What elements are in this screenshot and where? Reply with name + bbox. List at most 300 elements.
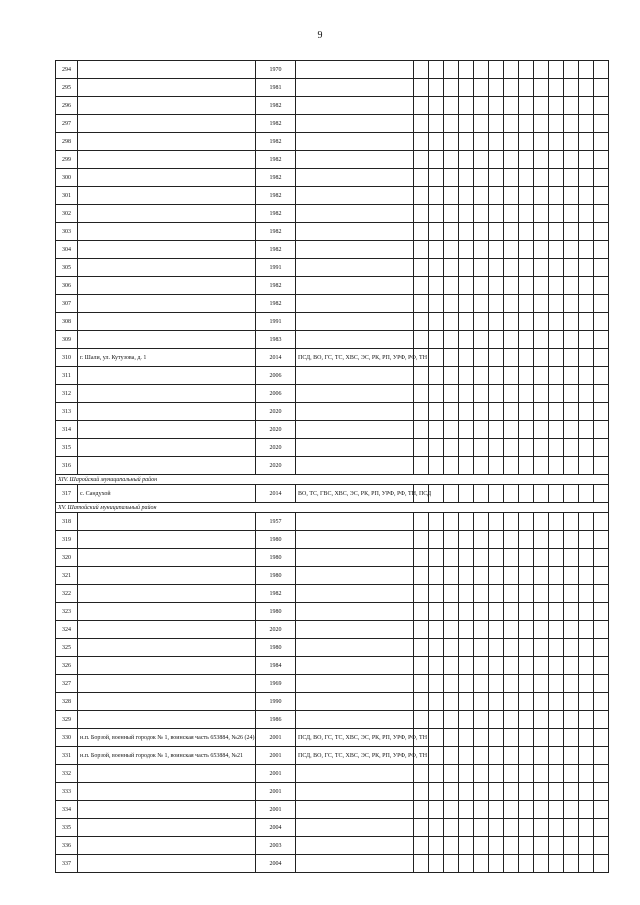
mark-cell (519, 385, 534, 403)
mark-cell (489, 259, 504, 277)
mark-cell (414, 187, 429, 205)
mark-cell (504, 567, 519, 585)
row-number: 324 (56, 621, 78, 639)
mark-cell (474, 657, 489, 675)
year-cell: 1983 (256, 331, 296, 349)
mark-cell (429, 295, 444, 313)
address-cell (78, 457, 256, 475)
address-cell (78, 513, 256, 531)
mark-cell (564, 205, 579, 223)
mark-cell (564, 603, 579, 621)
mark-cell (444, 513, 459, 531)
mark-cell (594, 331, 609, 349)
mark-cell (549, 531, 564, 549)
mark-cell (549, 403, 564, 421)
mark-cell (459, 313, 474, 331)
mark-cell (414, 801, 429, 819)
mark-cell (474, 729, 489, 747)
works-cell (296, 79, 414, 97)
mark-cell (594, 837, 609, 855)
mark-cell (594, 621, 609, 639)
year-cell: 1982 (256, 277, 296, 295)
mark-cell (429, 765, 444, 783)
mark-cell (579, 621, 594, 639)
works-cell: ПСД, ВО, ГС, ТС, ХВС, ЭС, РК, РП, УРФ, РФ, ТН (296, 729, 414, 747)
address-cell (78, 783, 256, 801)
address-cell (78, 277, 256, 295)
address-cell (78, 585, 256, 603)
address-cell (78, 331, 256, 349)
mark-cell (594, 729, 609, 747)
mark-cell (579, 693, 594, 711)
mark-cell (504, 513, 519, 531)
mark-cell (444, 531, 459, 549)
mark-cell (444, 295, 459, 313)
mark-cell (414, 169, 429, 187)
mark-cell (519, 169, 534, 187)
mark-cell (504, 585, 519, 603)
mark-cell (504, 421, 519, 439)
mark-cell (579, 567, 594, 585)
year-cell: 2020 (256, 439, 296, 457)
mark-cell (474, 97, 489, 115)
works-cell (296, 421, 414, 439)
works-cell: ПСД, ВО, ГС, ТС, ХВС, ЭС, РК, РП, УРФ, РФ, ТН (296, 747, 414, 765)
mark-cell (459, 819, 474, 837)
mark-cell (414, 79, 429, 97)
mark-cell (594, 61, 609, 79)
mark-cell (414, 639, 429, 657)
mark-cell (534, 567, 549, 585)
mark-cell (444, 367, 459, 385)
works-cell (296, 855, 414, 873)
mark-cell (444, 421, 459, 439)
mark-cell (504, 169, 519, 187)
mark-cell (579, 241, 594, 259)
year-cell: 2006 (256, 367, 296, 385)
mark-cell (549, 783, 564, 801)
mark-cell (489, 485, 504, 503)
mark-cell (504, 819, 519, 837)
mark-cell (579, 439, 594, 457)
mark-cell (549, 549, 564, 567)
row-number: 318 (56, 513, 78, 531)
address-cell (78, 855, 256, 873)
row-number: 337 (56, 855, 78, 873)
mark-cell (594, 169, 609, 187)
row-number: 309 (56, 331, 78, 349)
table-row (56, 783, 609, 801)
year-cell: 2001 (256, 747, 296, 765)
mark-cell (429, 457, 444, 475)
year-cell: 2020 (256, 621, 296, 639)
mark-cell (519, 277, 534, 295)
address-cell (78, 639, 256, 657)
mark-cell (504, 241, 519, 259)
mark-cell (519, 151, 534, 169)
mark-cell (444, 313, 459, 331)
mark-cell (429, 205, 444, 223)
address-cell (78, 439, 256, 457)
mark-cell (444, 585, 459, 603)
mark-cell (474, 675, 489, 693)
mark-cell (414, 385, 429, 403)
row-number: 294 (56, 61, 78, 79)
mark-cell (414, 277, 429, 295)
mark-cell (504, 97, 519, 115)
mark-cell (549, 801, 564, 819)
year-cell: 1957 (256, 513, 296, 531)
mark-cell (519, 657, 534, 675)
mark-cell (429, 169, 444, 187)
mark-cell (594, 693, 609, 711)
mark-cell (534, 385, 549, 403)
mark-cell (504, 531, 519, 549)
mark-cell (564, 133, 579, 151)
works-cell: ВО, ТС, ГВС, ХВС, ЭС, РК, РП, УРФ, РФ, ТН, ПСД (296, 485, 414, 503)
mark-cell (459, 349, 474, 367)
mark-cell (564, 79, 579, 97)
mark-cell (534, 485, 549, 503)
mark-cell (429, 693, 444, 711)
mark-cell (489, 439, 504, 457)
mark-cell (504, 657, 519, 675)
mark-cell (534, 403, 549, 421)
mark-cell (534, 169, 549, 187)
mark-cell (444, 439, 459, 457)
mark-cell (549, 513, 564, 531)
mark-cell (564, 549, 579, 567)
mark-cell (459, 485, 474, 503)
mark-cell (594, 205, 609, 223)
mark-cell (429, 385, 444, 403)
mark-cell (519, 711, 534, 729)
mark-cell (489, 421, 504, 439)
mark-cell (519, 403, 534, 421)
mark-cell (549, 331, 564, 349)
mark-cell (429, 801, 444, 819)
mark-cell (549, 657, 564, 675)
mark-cell (519, 765, 534, 783)
mark-cell (474, 349, 489, 367)
mark-cell (429, 819, 444, 837)
works-cell (296, 693, 414, 711)
mark-cell (474, 747, 489, 765)
mark-cell (564, 711, 579, 729)
row-number: 295 (56, 79, 78, 97)
mark-cell (429, 657, 444, 675)
table-row (56, 729, 609, 747)
mark-cell (534, 241, 549, 259)
mark-cell (594, 151, 609, 169)
mark-cell (429, 259, 444, 277)
page-number: 9 (317, 30, 323, 41)
mark-cell (474, 295, 489, 313)
row-number: 316 (56, 457, 78, 475)
year-cell: 2014 (256, 485, 296, 503)
mark-cell (489, 531, 504, 549)
address-cell (78, 403, 256, 421)
address-cell (78, 205, 256, 223)
address-cell (78, 675, 256, 693)
mark-cell (474, 567, 489, 585)
mark-cell (459, 277, 474, 295)
table-row (56, 295, 609, 313)
table-row (56, 457, 609, 475)
table-row (56, 313, 609, 331)
mark-cell (429, 241, 444, 259)
mark-cell (489, 385, 504, 403)
mark-cell (444, 403, 459, 421)
mark-cell (459, 421, 474, 439)
mark-cell (549, 115, 564, 133)
mark-cell (564, 747, 579, 765)
mark-cell (474, 439, 489, 457)
mark-cell (414, 367, 429, 385)
mark-cell (474, 241, 489, 259)
mark-cell (414, 657, 429, 675)
address-cell (78, 693, 256, 711)
mark-cell (474, 277, 489, 295)
mark-cell (564, 61, 579, 79)
mark-cell (489, 513, 504, 531)
mark-cell (474, 169, 489, 187)
year-cell: 2014 (256, 349, 296, 367)
mark-cell (444, 693, 459, 711)
mark-cell (564, 513, 579, 531)
mark-cell (474, 639, 489, 657)
mark-cell (429, 783, 444, 801)
row-number: 334 (56, 801, 78, 819)
mark-cell (534, 621, 549, 639)
mark-cell (429, 639, 444, 657)
mark-cell (519, 259, 534, 277)
mark-cell (504, 729, 519, 747)
row-number: 313 (56, 403, 78, 421)
mark-cell (429, 531, 444, 549)
mark-cell (549, 485, 564, 503)
address-cell (78, 765, 256, 783)
mark-cell (489, 549, 504, 567)
address-cell (78, 837, 256, 855)
mark-cell (474, 403, 489, 421)
address-cell (78, 97, 256, 115)
table-row (56, 639, 609, 657)
year-cell: 1980 (256, 567, 296, 585)
mark-cell (534, 855, 549, 873)
mark-cell (474, 837, 489, 855)
mark-cell (504, 223, 519, 241)
year-cell: 1982 (256, 133, 296, 151)
mark-cell (549, 421, 564, 439)
mark-cell (519, 819, 534, 837)
mark-cell (519, 439, 534, 457)
table-row (56, 61, 609, 79)
row-number: 308 (56, 313, 78, 331)
mark-cell (564, 819, 579, 837)
mark-cell (414, 421, 429, 439)
mark-cell (519, 675, 534, 693)
row-number: 319 (56, 531, 78, 549)
mark-cell (534, 349, 549, 367)
works-cell (296, 205, 414, 223)
mark-cell (564, 421, 579, 439)
mark-cell (504, 79, 519, 97)
mark-cell (519, 115, 534, 133)
mark-cell (594, 349, 609, 367)
mark-cell (459, 151, 474, 169)
mark-cell (489, 313, 504, 331)
mark-cell (549, 603, 564, 621)
mark-cell (489, 855, 504, 873)
mark-cell (564, 621, 579, 639)
section-heading: XIV. Шаройский муниципальный район (56, 475, 609, 485)
address-cell (78, 421, 256, 439)
mark-cell (444, 783, 459, 801)
mark-cell (429, 585, 444, 603)
address-cell (78, 385, 256, 403)
mark-cell (534, 837, 549, 855)
mark-cell (549, 675, 564, 693)
works-cell (296, 223, 414, 241)
mark-cell (489, 765, 504, 783)
works-cell (296, 331, 414, 349)
mark-cell (429, 855, 444, 873)
mark-cell (474, 367, 489, 385)
mark-cell (414, 819, 429, 837)
year-cell: 1982 (256, 97, 296, 115)
row-number: 325 (56, 639, 78, 657)
mark-cell (534, 549, 549, 567)
mark-cell (519, 747, 534, 765)
mark-cell (579, 819, 594, 837)
mark-cell (444, 747, 459, 765)
mark-cell (459, 79, 474, 97)
mark-cell (474, 485, 489, 503)
row-number: 320 (56, 549, 78, 567)
mark-cell (534, 331, 549, 349)
table-row (56, 657, 609, 675)
row-number: 330 (56, 729, 78, 747)
mark-cell (429, 729, 444, 747)
mark-cell (579, 187, 594, 205)
mark-cell (444, 259, 459, 277)
mark-cell (504, 711, 519, 729)
mark-cell (429, 439, 444, 457)
row-number: 333 (56, 783, 78, 801)
mark-cell (534, 79, 549, 97)
mark-cell (504, 403, 519, 421)
mark-cell (564, 241, 579, 259)
mark-cell (594, 657, 609, 675)
mark-cell (534, 657, 549, 675)
mark-cell (459, 729, 474, 747)
mark-cell (594, 439, 609, 457)
mark-cell (564, 115, 579, 133)
year-cell: 2001 (256, 729, 296, 747)
mark-cell (489, 367, 504, 385)
mark-cell (504, 621, 519, 639)
mark-cell (579, 259, 594, 277)
mark-cell (489, 403, 504, 421)
mark-cell (504, 61, 519, 79)
mark-cell (534, 61, 549, 79)
mark-cell (459, 439, 474, 457)
mark-cell (444, 765, 459, 783)
mark-cell (414, 403, 429, 421)
section-heading: XV. Шатойский муниципальный район (56, 503, 609, 513)
mark-cell (579, 97, 594, 115)
mark-cell (489, 115, 504, 133)
mark-cell (564, 657, 579, 675)
mark-cell (444, 639, 459, 657)
mark-cell (459, 241, 474, 259)
mark-cell (459, 169, 474, 187)
works-cell (296, 385, 414, 403)
mark-cell (504, 277, 519, 295)
mark-cell (504, 151, 519, 169)
year-cell: 2001 (256, 765, 296, 783)
mark-cell (519, 349, 534, 367)
address-cell (78, 79, 256, 97)
mark-cell (564, 367, 579, 385)
table-row (56, 79, 609, 97)
mark-cell (414, 259, 429, 277)
mark-cell (579, 205, 594, 223)
works-cell (296, 133, 414, 151)
year-cell: 1969 (256, 675, 296, 693)
mark-cell (414, 439, 429, 457)
works-cell (296, 187, 414, 205)
mark-cell (534, 783, 549, 801)
mark-cell (534, 367, 549, 385)
mark-cell (429, 331, 444, 349)
mark-cell (594, 133, 609, 151)
mark-cell (489, 603, 504, 621)
mark-cell (564, 259, 579, 277)
works-cell (296, 639, 414, 657)
row-number: 322 (56, 585, 78, 603)
mark-cell (414, 115, 429, 133)
table-row (56, 115, 609, 133)
mark-cell (549, 439, 564, 457)
mark-cell (474, 783, 489, 801)
mark-cell (474, 61, 489, 79)
mark-cell (459, 621, 474, 639)
address-cell (78, 223, 256, 241)
mark-cell (429, 621, 444, 639)
mark-cell (429, 277, 444, 295)
address-cell: с. Сандухой (78, 485, 256, 503)
mark-cell (504, 259, 519, 277)
mark-cell (459, 783, 474, 801)
mark-cell (549, 747, 564, 765)
table-row (56, 277, 609, 295)
mark-cell (459, 711, 474, 729)
mark-cell (534, 259, 549, 277)
mark-cell (489, 187, 504, 205)
mark-cell (564, 567, 579, 585)
row-number: 299 (56, 151, 78, 169)
mark-cell (534, 457, 549, 475)
mark-cell (459, 855, 474, 873)
year-cell: 2004 (256, 819, 296, 837)
table-row (56, 585, 609, 603)
mark-cell (519, 205, 534, 223)
mark-cell (564, 403, 579, 421)
works-cell (296, 603, 414, 621)
mark-cell (429, 711, 444, 729)
